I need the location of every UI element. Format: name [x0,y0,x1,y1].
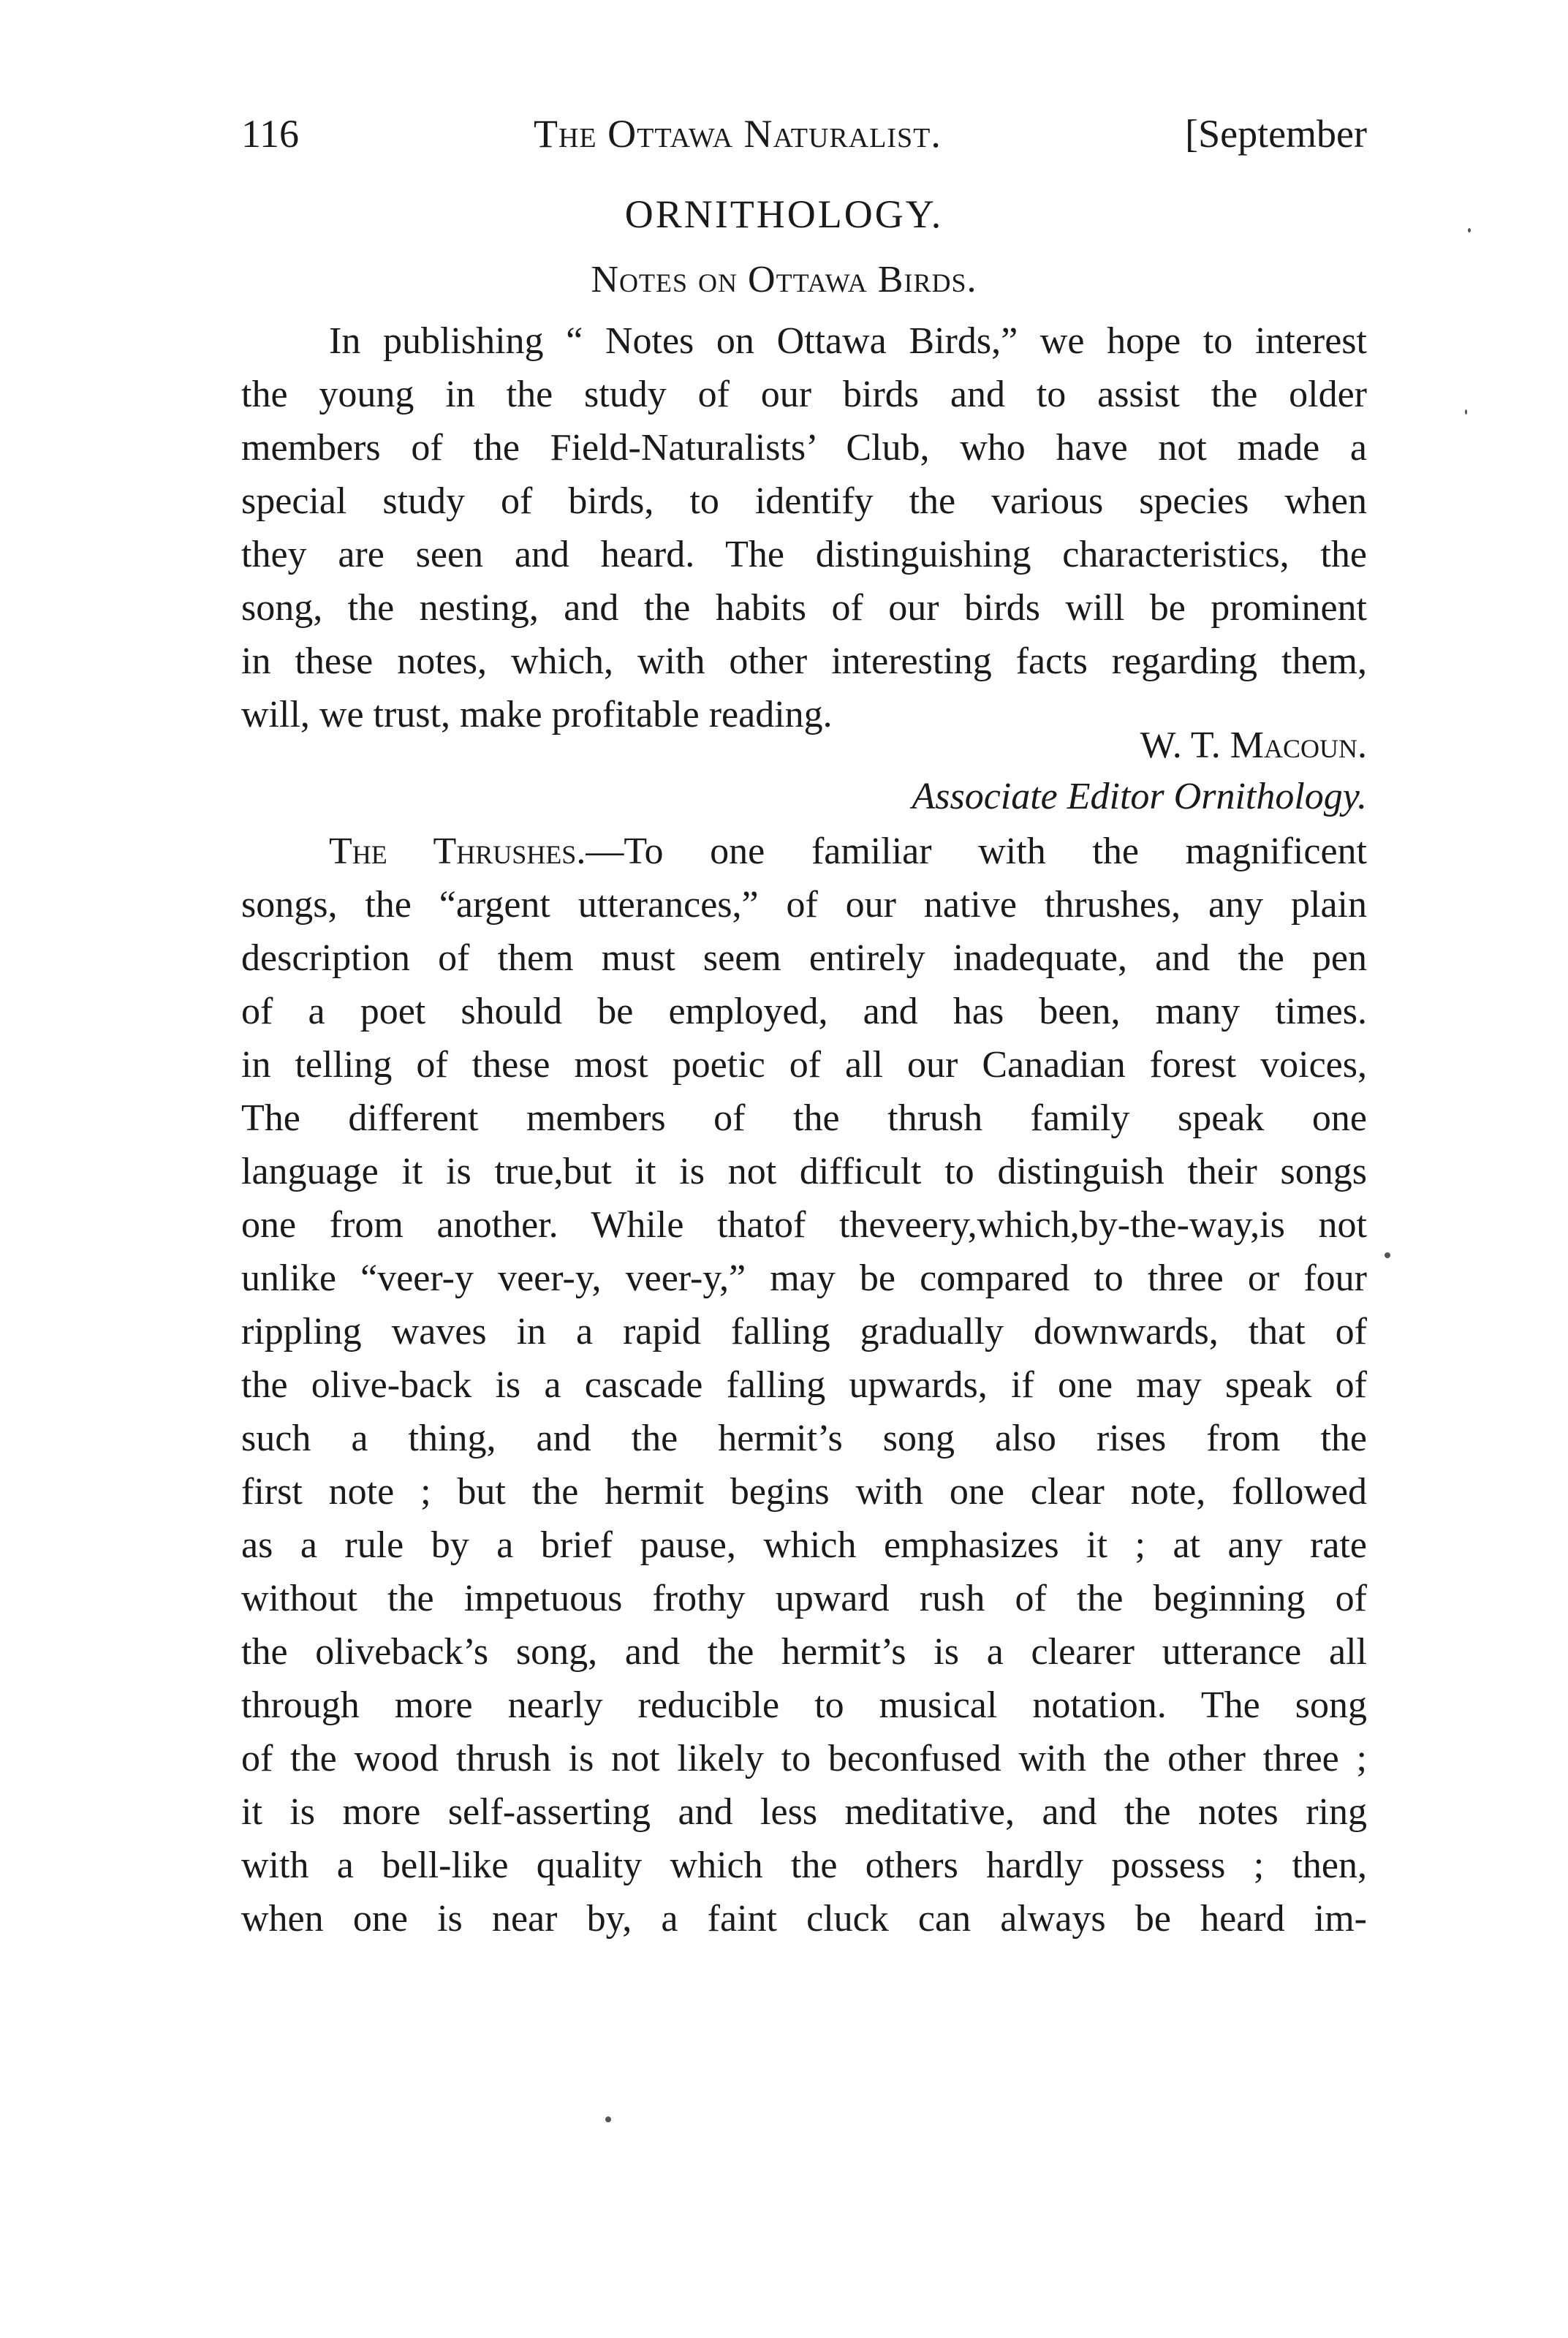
thrushes-first-line [241,825,1367,878]
author-name: W. T. Macoun. [1140,725,1367,766]
thrushes-line: of a poet should be employed, and has been, many times. [241,991,1367,1032]
intro-line: members of the Field-Naturalists’ Club, who have not made a [241,427,1367,469]
thrushes-paragraph [241,825,1367,1945]
thrushes-line: rippling waves in a rapid falling gradually downwards, that of [241,1311,1367,1353]
print-speck [1385,1252,1390,1258]
intro-paragraph [241,314,1367,741]
thrushes-line: without the impetuous frothy upward rush of the beginning of [241,1578,1367,1619]
thrushes-line: with a bell-like quality which the others hardly possess ; then, [241,1845,1367,1886]
thrushes-line: as a rule by a brief pause, which emphasizes it ; at any rate [241,1524,1367,1566]
print-speck [1465,409,1467,415]
author-role: Associate Editor Ornithology. [912,776,1367,817]
thrushes-line: in telling of these most poetic of all our Canadian forest voices, [241,1044,1367,1086]
running-head [241,108,1367,159]
thrushes-line: unlike “veer-y veer-y, veer-y,” may be compared to three or four [241,1257,1367,1299]
thrushes-line: songs, the “argent utterances,” of our native thrushes, any plain [241,884,1367,926]
journal-title: The Ottawa Naturalist. [534,112,942,156]
intro-line: in these notes, which, with other interesting facts regarding them, [241,640,1367,682]
intro-line: will, we trust, make profitable reading. [241,694,833,735]
intro-line: they are seen and heard. The distinguishing characteristics, the [241,534,1367,575]
print-speck [605,2116,611,2122]
intro-line: song, the nesting, and the habits of our birds will be prominent [241,587,1367,629]
thrushes-line: such a thing, and the hermit’s song also rises from the [241,1418,1367,1459]
thrushes-line: when one is near by, a faint cluck can always be heard im- [241,1898,1367,1940]
intro-line: In publishing “ Notes on Ottawa Birds,” we hope to interest [329,320,1367,362]
thrushes-line: one from another. While thatof theveery,which,by-the-way,is not [241,1204,1367,1246]
thrushes-line: description of them must seem entirely inadequate, and the pen [241,937,1367,979]
thrushes-line: through more nearly reducible to musical notation. The song [241,1684,1367,1726]
section-title: ORNITHOLOGY. [624,192,944,236]
thrushes-line: the oliveback’s song, and the hermit’s is a clearer utterance all [241,1631,1367,1673]
thrushes-line: first note ; but the hermit begins with one clear note, followed [241,1471,1367,1513]
thrushes-heading: The Thrushes. [329,831,586,872]
thrushes-line: the olive-back is a cascade falling upwards, if one may speak of [241,1364,1367,1406]
article-title: Notes on Ottawa Birds. [591,259,977,300]
page-number: 116 [241,112,299,156]
thrushes-line: language it is true,but it is not difficult to distinguish their songs [241,1151,1367,1192]
intro-line: the young in the study of our birds and to assist the older [241,374,1367,415]
thrushes-first-line-text: —To one familiar with the magnificent [586,831,1367,872]
thrushes-line: it is more self-asserting and less meditative, and the notes ring [241,1791,1367,1833]
intro-line: special study of birds, to identify the various species when [241,480,1367,522]
issue-month: [September [1185,112,1367,156]
print-speck [1468,228,1471,232]
thrushes-line: of the wood thrush is not likely to beconfused with the other three ; [241,1738,1367,1779]
thrushes-line: The different members of the thrush family speak one [241,1097,1367,1139]
